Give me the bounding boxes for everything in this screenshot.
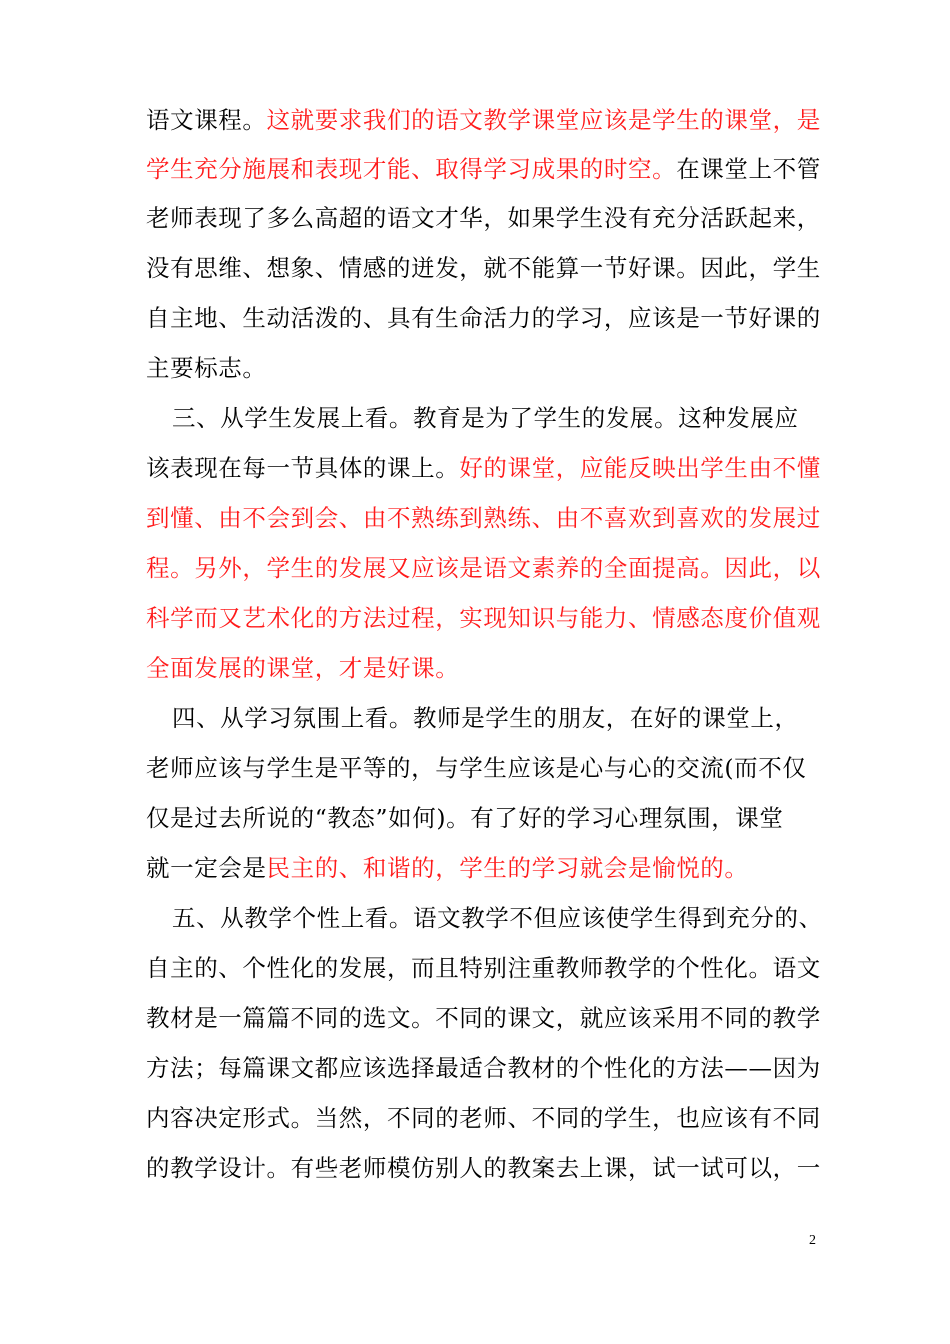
text-segment: 三、从学生发展上看。教育是为了学生的发展。这种发展应: [172, 404, 799, 432]
text-line: [146, 1143, 821, 1193]
text-segment: 主要标志。: [146, 354, 267, 382]
highlighted-text: 全面发展的课堂，才是好课。: [146, 654, 460, 682]
page-number: 2: [809, 1233, 816, 1248]
text-line: [146, 743, 816, 793]
text-segment: 就一定会是: [146, 854, 267, 882]
text-segment: 的教学设计。有些老师模仿别人的教案去上课，试一试可以，一: [146, 1154, 821, 1182]
text-line: [172, 893, 823, 943]
text-line: [146, 793, 816, 843]
text-line: [146, 443, 821, 493]
text-segment: 方法；每篇课文都应该选择最适合教材的个性化的方法——因为: [146, 1054, 821, 1082]
text-line: [146, 593, 821, 643]
text-line: [146, 493, 821, 543]
highlighted-text: 程。另外，学生的发展又应该是语文素养的全面提高。因此，以: [146, 554, 821, 582]
text-line: [146, 1093, 821, 1143]
text-segment: 该表现在每一节具体的课上。: [146, 454, 460, 482]
highlighted-text: 这就要求我们的语文教学课堂应该是学生的课堂，是: [266, 106, 821, 134]
text-segment: 语文课程。: [146, 106, 267, 134]
text-line: [146, 193, 821, 243]
text-segment: 没有思维、想象、情感的迸发，就不能算一节好课。因此，学生: [146, 254, 821, 282]
highlighted-text: 科学而又艺术化的方法过程，实现知识与能力、情感态度价值观: [146, 604, 821, 632]
text-line: [146, 144, 821, 194]
text-segment: 内容决定形式。当然，不同的老师、不同的学生，也应该有不同: [146, 1104, 821, 1132]
text-segment: 教材是一篇篇不同的选文。不同的课文，就应该采用不同的教学: [146, 1004, 821, 1032]
text-segment: 老师应该与学生是平等的，与学生应该是心与心的交流(而不仅: [146, 754, 807, 782]
text-segment: 五、从教学个性上看。语文教学不但应该使学生得到充分的、: [172, 904, 823, 932]
text-segment: 自主的、个性化的发展，而且特别注重教师教学的个性化。语文: [146, 954, 821, 982]
text-line: [146, 993, 821, 1043]
text-segment: 在课堂上不管: [676, 155, 821, 183]
highlighted-text: 好的课堂，应能反映出学生由不懂: [459, 454, 821, 482]
text-segment: 仅是过去所说的“教态”如何)。有了好的学习心理氛围，课堂: [146, 804, 784, 832]
text-line: [146, 293, 821, 343]
text-line: [146, 343, 816, 393]
text-segment: 自主地、生动活泼的、具有生命活力的学习，应该是一节好课的: [146, 304, 821, 332]
highlighted-text: 学生充分施展和表现才能、取得学习成果的时空。: [146, 155, 677, 183]
text-line: [146, 843, 816, 893]
text-line: [146, 943, 821, 993]
text-line: [146, 243, 821, 293]
text-line: [146, 643, 816, 693]
highlighted-text: 民主的、和谐的，学生的学习就会是愉悦的。: [266, 854, 749, 882]
highlighted-text: 到懂、由不会到会、由不熟练到熟练、由不喜欢到喜欢的发展过: [146, 504, 821, 532]
text-segment: 四、从学习氛围上看。教师是学生的朋友，在好的课堂上，: [172, 704, 799, 732]
text-line: [172, 693, 816, 743]
text-segment: 老师表现了多么高超的语文才华，如果学生没有充分活跃起来，: [146, 204, 821, 232]
text-line: [146, 95, 821, 145]
text-line: [146, 1043, 821, 1093]
text-line: [146, 543, 821, 593]
text-line: [172, 393, 816, 443]
